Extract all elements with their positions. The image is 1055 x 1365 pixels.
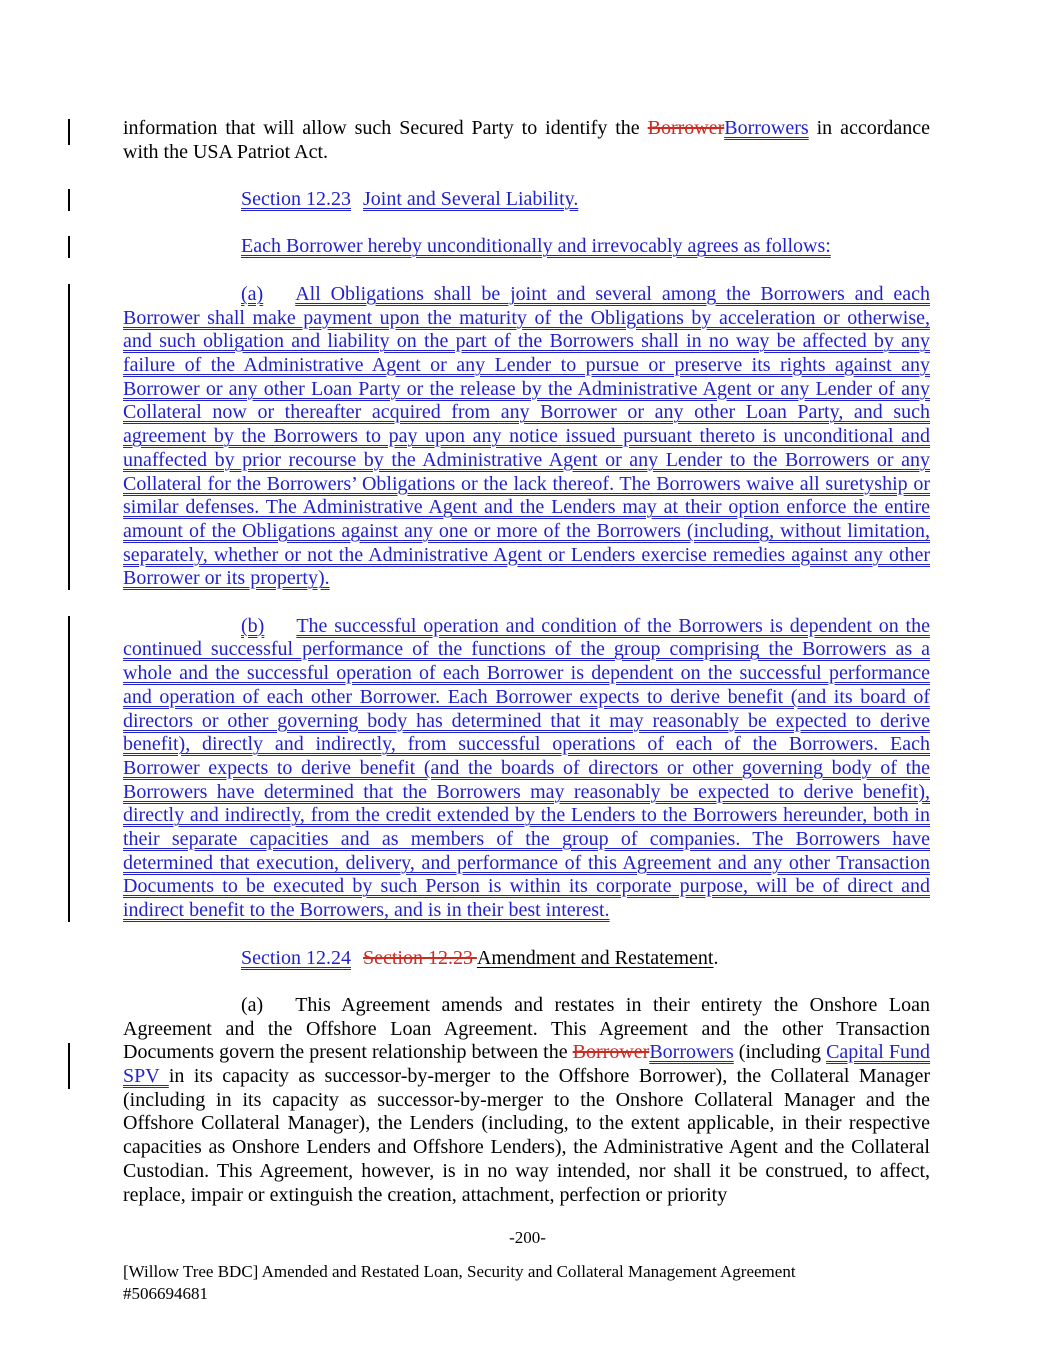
footer-line-1: [Willow Tree BDC] Amended and Restated Loan, Security and Collateral Management Agreement bbox=[123, 1262, 796, 1281]
footer-line-2: #506694681 bbox=[123, 1284, 208, 1303]
page-number: -200- bbox=[509, 1228, 546, 1247]
text-run: (b) bbox=[241, 614, 265, 637]
text-run: Borrower bbox=[572, 1041, 650, 1064]
para-section-12-23-b bbox=[123, 615, 930, 923]
text-run: This Agreement amends and restates in their entirety the Onshore Loan Agreement and the Offshore Loan Agreement. This Agreement and the other Transaction Documents govern the present relationship between the bbox=[123, 993, 930, 1064]
text-run: Section 12.24 bbox=[241, 946, 351, 969]
text-run: Amendment and Restatement bbox=[476, 946, 714, 969]
heading-section-12-24 bbox=[123, 947, 930, 971]
text-run: information that will allow such Secured Party to identify the bbox=[123, 117, 648, 139]
text-run: in its capacity as successor-by-merger to the Offshore Borrower), the Collateral Manager (including in its capacity as successor-by-merger to the Onshore Collateral Manager and the Offshore Collateral Manager), the Lenders (including, to the extent applicable, in their respective capacities as Onshore Lenders and Offshore Lenders), the Administrative Agent and the Collateral Custodian. This Agreement, however, is in no way intended, nor shall it be construed, to affect, replace, impair or extinguish the creation, attachment, perfection or priority bbox=[123, 1065, 930, 1206]
page-footer bbox=[123, 1261, 930, 1305]
text-run: Joint and Several Liability. bbox=[363, 188, 579, 211]
text-run: All Obligations shall be joint and several among the Borrowers and each Borrower shall make payment upon the maturity of the Obligations by acceleration or otherwise, and such obligation and liability on the part of the Borrowers shall in no way be affected by any failure of the Administrative Agent or any Lender to pursue or preserve its rights against any Borrower or any other Loan Party or the release by the Administrative Agent or any Lender of any Collateral now or thereafter acquired from any Borrower or any other Loan Party, and such agreement by the Borrowers to pay upon any notice issued pursuant thereto is unconditional and unaffected by prior recourse by the Administrative Agent or any Lender to the Borrowers or any Collateral for the Borrowers’ Obligations or the lack thereof. The Borrowers waive all suretyship or similar defenses. The Administrative Agent and the Lenders may at their option enforce the entire amount of the Obligations against any one or more of the Borrowers (including, without limitation, separately, whether or not the Administrative Agent or Lenders exercise remedies against any other Borrower or its property). bbox=[123, 282, 930, 590]
text-run: Borrower bbox=[647, 117, 725, 139]
change-bar bbox=[68, 236, 70, 258]
para-patriot-act bbox=[123, 117, 930, 164]
para-section-12-23-a bbox=[123, 283, 930, 591]
text-run: (a) bbox=[241, 282, 264, 305]
text-run: (including bbox=[733, 1041, 827, 1064]
text-run: Capital Fund SPV bbox=[123, 1041, 930, 1088]
text-run: in accordance with the USA Patriot Act. bbox=[123, 117, 930, 163]
text-run: Borrowers bbox=[724, 117, 809, 139]
change-bar bbox=[68, 616, 70, 922]
text-run: Section 12.23 bbox=[241, 188, 351, 211]
para-each-borrower-agrees bbox=[123, 235, 930, 259]
para-section-12-24-a bbox=[123, 994, 930, 1207]
text-run: (a) bbox=[241, 993, 264, 1016]
text-run: Each Borrower hereby unconditionally and irrevocably agrees as follows: bbox=[241, 235, 831, 258]
text-run: The successful operation and condition of the Borrowers is dependent on the continued successful performance of the functions of the group comprising the Borrowers as a whole and the successful operation of each Borrower is dependent on the successful performance and operation of each other Borrower. Each Borrower expects to derive benefit (and its board of directors or other governing body has determined that it may reasonably be expected to derive benefit), directly and indirectly, from successful operations of each of the Borrowers. Each Borrower expects to derive benefit (and the boards of directors or other governing body of the Borrowers have determined that the Borrowers may reasonably be expected to derive benefit), directly and indirectly, from the credit extended by the Lenders to the Borrowers hereunder, both in their separate capacities and as members of the group of companies. The Borrowers have determined that execution, delivery, and performance of this Agreement and any other Transaction Documents to be executed by such Person is within its corporate purpose, will be of direct and indirect benefit to the Borrowers, and is in their best interest. bbox=[123, 614, 930, 922]
document-body bbox=[123, 117, 930, 1207]
text-run: Section 12.23 bbox=[363, 946, 477, 969]
change-bar bbox=[68, 119, 70, 145]
text-run: Borrowers bbox=[649, 1041, 734, 1064]
change-bar bbox=[68, 284, 70, 590]
change-bar bbox=[68, 189, 70, 211]
text-run: . bbox=[713, 946, 719, 969]
change-bar bbox=[68, 1043, 70, 1089]
heading-section-12-23 bbox=[123, 188, 930, 212]
